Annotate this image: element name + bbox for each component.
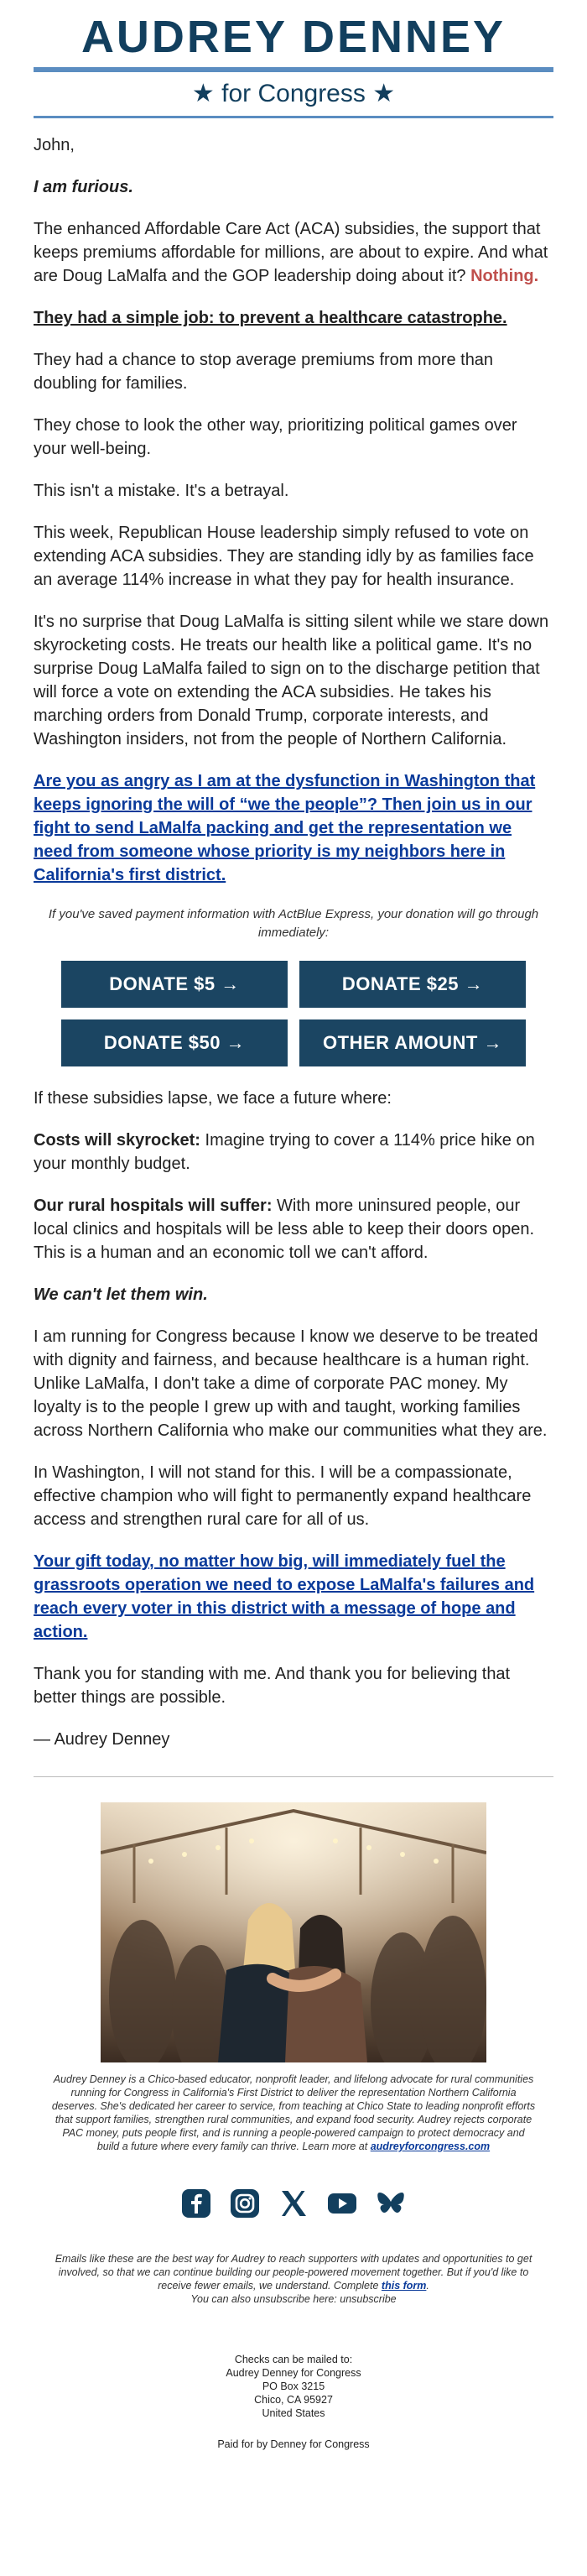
paragraph-future: If these subsidies lapse, we face a future where: [34, 1089, 392, 1108]
furious-line: I am furious. [34, 178, 133, 196]
paragraph-aca-text: The enhanced Affordable Care Act (ACA) subsidies, the support that keeps premiums affordable for millions, are about to expire. And what are Doug LaMalfa and the GOP leadership doing about it? [34, 220, 548, 285]
signoff: — Audrey Denney [34, 1730, 170, 1749]
mail-line: Audrey Denney for Congress [226, 2367, 361, 2379]
campaign-photo [101, 1802, 486, 2062]
costs-label: Costs will skyrocket: [34, 1131, 200, 1150]
donate-25-button[interactable]: DONATE $25 → [299, 961, 526, 1008]
costs-text: Imagine trying to cover a 114% price hike on your monthly budget. [34, 1131, 535, 1173]
email-frequency-text: Emails like these are the best way for Audrey to reach supporters with updates and opportunities to get involved, so that we can continue building our people-powered movement together. But if you'd like to receive fewer emails, we understand. Complete [55, 2253, 532, 2292]
bluesky-icon[interactable] [376, 2188, 406, 2219]
paragraph-premiums: They had a chance to stop average premiums from more than doubling for families. [34, 351, 494, 393]
youtube-icon[interactable] [327, 2188, 357, 2219]
mail-line: Chico, CA 95927 [254, 2394, 333, 2406]
email-header [34, 0, 553, 118]
mailing-address [34, 2353, 553, 2420]
footer-divider [34, 1776, 553, 1777]
donate-5-button[interactable]: DONATE $5 → [61, 961, 288, 1008]
logo-subtitle [34, 76, 553, 112]
social-links [34, 2188, 553, 2219]
header-rule-top [34, 67, 553, 72]
email-frequency-note [50, 2252, 537, 2306]
website-link[interactable]: audreyforcongress.com [370, 2141, 491, 2152]
instagram-icon[interactable] [230, 2188, 260, 2219]
paragraph-thanks: Thank you for standing with me. And thank you for believing that better things are possible. [34, 1665, 511, 1707]
paragraph-costs [34, 1129, 553, 1176]
email-body [34, 118, 553, 1751]
logo-subtitle-text: for Congress [221, 80, 366, 107]
rural-text: With more uninsured people, our local clinics and hospitals will be less able to keep their doors open. This is a human and an economic toll we can't afford. [34, 1197, 535, 1262]
paragraph-look-away: They chose to look the other way, prioritizing political games over your well-being. [34, 416, 517, 458]
paragraph-aca [34, 217, 553, 288]
rural-label: Our rural hospitals will suffer: [34, 1197, 273, 1215]
candidate-bio [50, 2073, 537, 2153]
preferences-form-link[interactable]: this form [381, 2280, 427, 2292]
email-frequency-end: . [426, 2280, 429, 2292]
nothing-emphasis: Nothing. [470, 267, 539, 285]
paragraph-washington: In Washington, I will not stand for this. I will be a compassionate, effective champion who will fight to permanently expand healthcare access and strengthen rural care for all of us. [34, 1463, 532, 1529]
paragraph-this-week: This week, Republican House leadership simply refused to vote on extending ACA subsidies. They are standing idly by as families face an average 114% increase in what they pay for health insurance. [34, 524, 534, 589]
cta-join-link[interactable]: Are you as angry as I am at the dysfunction in Washington that keeps ignoring the will of “we the people”? Then join us in our fight to send LaMalfa packing and get the representation we need from someone whose priority is my neighbors here in California's first district. [34, 772, 536, 884]
mail-line: PO Box 3215 [262, 2380, 325, 2392]
star-icon: ★ [372, 80, 396, 107]
unsubscribe-line[interactable]: You can also unsubscribe here: unsubscribe [190, 2293, 397, 2305]
donate-50-button[interactable]: DONATE $50 → [61, 1019, 288, 1066]
paragraph-rural [34, 1194, 553, 1265]
win-line: We can't let them win. [34, 1285, 208, 1304]
mail-line: United States [262, 2407, 325, 2419]
logo-wordmark: AUDREY DENNEY [81, 12, 506, 62]
paragraph-betrayal: This isn't a mistake. It's a betrayal. [34, 482, 289, 500]
paragraph-running: I am running for Congress because I know we deserve to be treated with dignity and fairness, and because healthcare is a human right. Unlike LaMalfa, I don't take a dime of corporate PAC money. My loyalty is to the people I grew up with and taught, working families across Northern California who make our communities what they are. [34, 1327, 548, 1440]
cta-gift-link[interactable]: Your gift today, no matter how big, will immediately fuel the grassroots operation we need to expose LaMalfa's failures and reach every voter in this district with a message of hope and action. [34, 1552, 535, 1641]
simple-job-heading: They had a simple job: to prevent a healthcare catastrophe. [34, 309, 507, 327]
paid-for-disclaimer: Paid for by Denney for Congress [217, 2438, 370, 2450]
candidate-bio-text: Audrey Denney is a Chico-based educator, nonprofit leader, and lifelong advocate for rural communities running for Congress in California's First District to deliver the representation Northern California deserves. She's dedicated her career to service, from teaching at Chico State to leading nonprofit efforts that support families, strengthen rural communities, and expand food security. Audrey rejects corporate PAC money, puts people first, and is running a people-powered campaign to protect democracy and build a future where every family can thrive. Learn more at [51, 2073, 536, 2152]
mail-line: Checks can be mailed to: [234, 2354, 353, 2365]
greeting: John, [34, 136, 75, 154]
star-icon: ★ [191, 80, 215, 107]
facebook-icon[interactable] [181, 2188, 211, 2219]
paragraph-lamalfa: It's no surprise that Doug LaMalfa is sitting silent while we stare down skyrocketing costs. He treats our health like a political game. It's no surprise Doug LaMalfa failed to sign on to the discharge petition that will force a vote on extending the ACA subsidies. He takes his marching orders from Donald Trump, corporate interests, and Washington insiders, not from the people of Northern California. [34, 613, 549, 748]
donate-other-button[interactable]: OTHER AMOUNT → [299, 1019, 526, 1066]
donate-buttons [34, 961, 553, 1066]
x-icon[interactable] [278, 2188, 309, 2219]
actblue-express-note: If you've saved payment information with ActBlue Express, your donation will go through immediately: [48, 907, 539, 940]
